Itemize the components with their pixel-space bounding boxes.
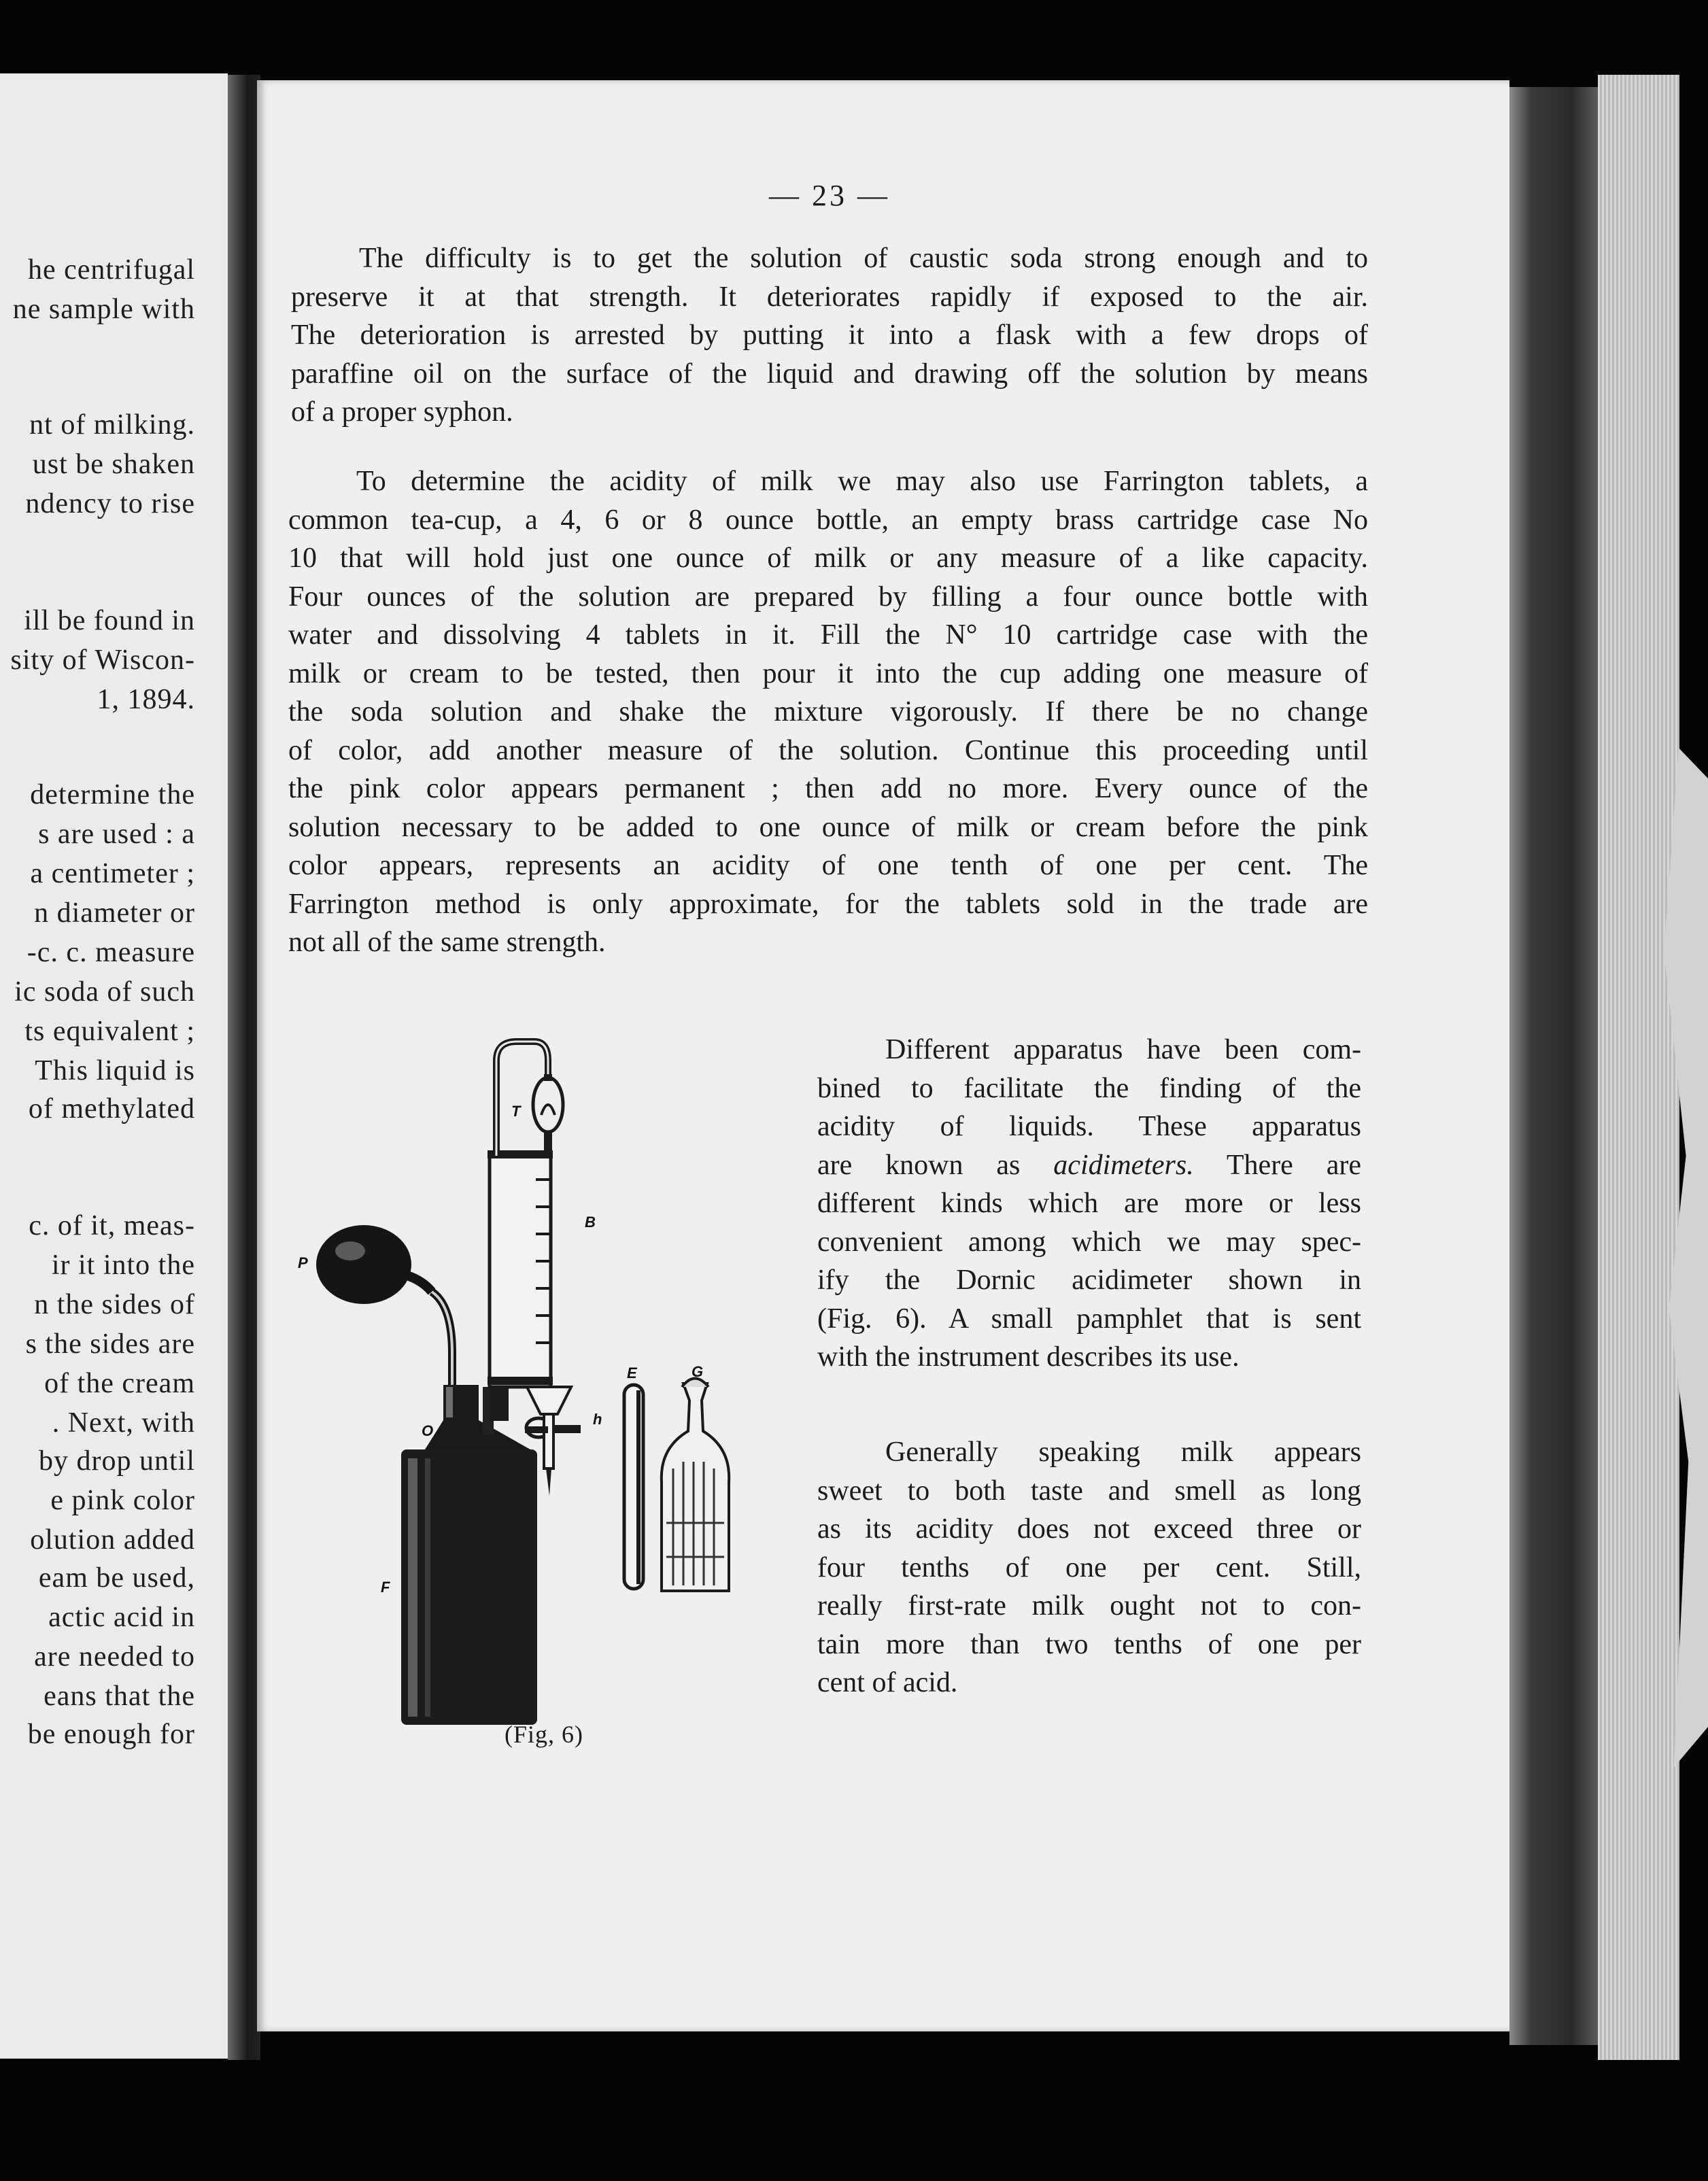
- paragraph-line: Farrington method is only approximate, for the tablets sold in the trade are: [288, 888, 1368, 920]
- text-run: are known as: [817, 1149, 1054, 1181]
- left-page-line: eans that the: [44, 1681, 195, 1712]
- left-page-line: ts equivalent ;: [24, 1016, 195, 1047]
- left-page-line: a centimeter ;: [30, 858, 195, 889]
- left-page-line: s the sides are: [25, 1328, 195, 1360]
- siphon-tube: [496, 1042, 548, 1156]
- left-page-line: e pink color: [50, 1485, 195, 1516]
- paragraph-line: with the instrument describes its use.: [817, 1341, 1240, 1373]
- paragraph-line: tain more than two tenths of one per: [817, 1628, 1361, 1660]
- paragraph-line: solution necessary to be added to one ounce of milk or cream before the pink: [288, 811, 1368, 843]
- label-f: F: [381, 1579, 390, 1596]
- paragraph-farrington-tablets: [288, 462, 1368, 962]
- paragraph-line: convenient among which we may spec-: [817, 1226, 1361, 1258]
- label-p: P: [298, 1254, 308, 1271]
- left-page-line: s are used : a: [38, 819, 195, 850]
- paragraph-milk-acidity: [817, 1433, 1361, 1702]
- left-page-line: 1, 1894.: [97, 684, 195, 715]
- left-page-line: sity of Wiscon-: [10, 645, 195, 676]
- left-page-line: ill be found in: [24, 605, 195, 636]
- paragraph-line: bined to facilitate the finding of the: [817, 1072, 1361, 1104]
- rubber-bulb: [316, 1225, 411, 1304]
- left-page-line: ne sample with: [12, 294, 195, 325]
- left-page-line: This liquid is: [35, 1055, 195, 1086]
- burette: [490, 1156, 551, 1387]
- paragraph-line: preserve it at that strength. It deteriorates rapidly if exposed to the air.: [291, 281, 1368, 313]
- left-page-line: olution added: [30, 1524, 195, 1556]
- page-stack-edge: [1598, 75, 1679, 2060]
- paragraph-line: 10 that will hold just one ounce of milk or any measure of a like capacity.: [288, 543, 1368, 574]
- label-o: O: [422, 1422, 434, 1439]
- left-page-line: ndency to rise: [25, 488, 195, 519]
- left-page-line: are needed to: [34, 1641, 195, 1672]
- paragraph-line: common tea-cup, a 4, 6 or 8 ounce bottle, an empty brass cartridge case No: [288, 504, 1368, 536]
- paragraph-caustic-soda: [291, 239, 1368, 432]
- paragraph-line: water and dissolving 4 tablets in it. Fill the N° 10 cartridge case with the: [288, 619, 1368, 651]
- italic-term: acidimeters.: [1053, 1149, 1194, 1181]
- paragraph-line: Four ounces of the solution are prepared by filling a four ounce bottle with: [288, 581, 1368, 613]
- left-page-line: n diameter or: [34, 897, 195, 929]
- left-page-fragment: [0, 73, 228, 2059]
- paragraph-line: ify the Dornic acidimeter shown in: [817, 1265, 1361, 1296]
- left-page-line: n the sides of: [34, 1289, 195, 1320]
- paragraph-acidimeters: [817, 1031, 1361, 1377]
- paragraph-line: Different apparatus have been com-: [885, 1034, 1361, 1065]
- paragraph-line: [817, 1146, 1361, 1185]
- paragraph-line: milk or cream to be tested, then pour it into the cup adding one measure of: [288, 657, 1368, 689]
- left-page-line: c. of it, meas-: [29, 1210, 195, 1241]
- paragraph-line: four tenths of one per cent. Still,: [817, 1551, 1361, 1583]
- figure-caption: (Fig, 6): [505, 1721, 583, 1748]
- label-e: E: [627, 1364, 637, 1381]
- left-page-line: determine the: [30, 779, 195, 810]
- book-gutter: [228, 75, 260, 2060]
- book-binding-edge: [1509, 87, 1598, 2045]
- paragraph-line: not all of the same strength.: [288, 927, 606, 958]
- text-run: There are: [1193, 1149, 1361, 1181]
- paragraph-line: paraffine oil on the surface of the liquid and drawing off the solution by means: [291, 358, 1368, 390]
- paragraph-line: acidity of liquids. These apparatus: [817, 1111, 1361, 1142]
- left-page-line: be enough for: [27, 1719, 195, 1750]
- paragraph-line: really first-rate milk ought not to con-: [817, 1590, 1361, 1621]
- left-page-line: of the cream: [44, 1368, 195, 1399]
- paragraph-line: The difficulty is to get the solution of caustic soda strong enough and to: [359, 243, 1368, 274]
- paragraph-line: as its acidity does not exceed three or: [817, 1513, 1361, 1545]
- large-bottle: [401, 1449, 537, 1725]
- page-number: — 23 —: [769, 179, 890, 212]
- left-page-line: by drop until: [39, 1445, 195, 1477]
- left-page-line: ust be shaken: [32, 449, 195, 480]
- paragraph-line: different kinds which are more or less: [817, 1188, 1361, 1219]
- paragraph-line: of color, add another measure of the solution. Continue this proceeding until: [288, 734, 1368, 766]
- paragraph-line: Generally speaking milk appears: [885, 1437, 1361, 1468]
- paragraph-line: (Fig. 6). A small pamphlet that is sent: [817, 1303, 1361, 1335]
- dornic-acidimeter-illustration: [286, 1033, 802, 1734]
- left-page-line: -c. c. measure: [27, 937, 195, 968]
- left-page-line: of methylated: [28, 1093, 195, 1124]
- paragraph-line: the soda solution and shake the mixture vigorously. If there be no change: [288, 696, 1368, 727]
- paragraph-line: The deterioration is arrested by putting it into a flask with a few drops of: [291, 320, 1368, 351]
- left-page-line: nt of milking.: [29, 409, 195, 441]
- label-h: h: [593, 1411, 602, 1428]
- left-page-line: eam be used,: [38, 1562, 195, 1594]
- paragraph-line: cent of acid.: [817, 1667, 958, 1698]
- left-page-line: actic acid in: [48, 1602, 195, 1633]
- label-b: B: [585, 1214, 596, 1231]
- left-page-line: ic soda of such: [14, 976, 195, 1008]
- small-bottle: [662, 1384, 729, 1591]
- label-t: T: [511, 1103, 521, 1120]
- paragraph-line: To determine the acidity of milk we may also use Farrington tablets, a: [356, 466, 1368, 497]
- paragraph-line: the pink color appears permanent ; then add no more. Every ounce of the: [288, 773, 1368, 804]
- paragraph-line: of a proper syphon.: [291, 396, 513, 428]
- left-page-line: ir it into the: [51, 1250, 195, 1281]
- left-page-line: he centrifugal: [27, 254, 195, 286]
- left-page-line: . Next, with: [52, 1407, 195, 1439]
- label-g: G: [691, 1363, 704, 1380]
- paragraph-line: color appears, represents an acidity of one tenth of one per cent. The: [288, 850, 1368, 881]
- paragraph-line: sweet to both taste and smell as long: [817, 1475, 1361, 1507]
